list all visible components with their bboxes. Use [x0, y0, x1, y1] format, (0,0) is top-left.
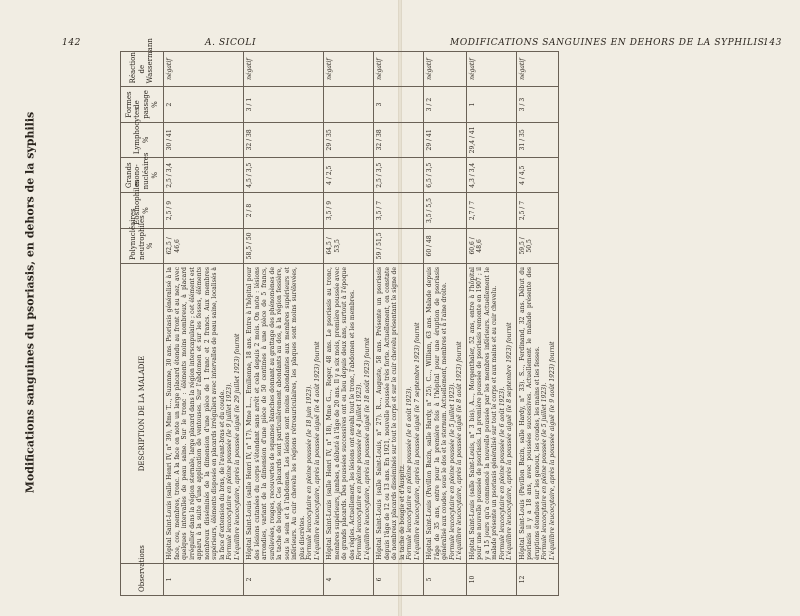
col-header-eosinophils: Eosinophiles %: [121, 193, 164, 228]
polynuclear-value: 58,5 / 50: [244, 228, 324, 263]
eosinophil-value: 3,5 / 7: [374, 193, 424, 228]
polynuclear-value: 59 / 51,5: [374, 228, 424, 263]
formula-during-outbreak: Formule leucocytaire en pleine poussée (le 18 juin 1923).: [306, 384, 313, 560]
disease-description: [466, 264, 516, 564]
col-header-transition-forms: Formes de passage %: [121, 87, 164, 122]
eosinophil-value: 2,7 / 7: [466, 193, 516, 228]
observation-number: 6: [374, 563, 424, 595]
table-header-row: [121, 52, 164, 596]
formula-after-outbreak: L'équilibre leucocytaire, après la poussée aiguë (le 7 septembre 1923) fournit: [413, 322, 421, 560]
formula-during-outbreak: Formule leucocytaire en pleine poussée (le 5 juillet 1923).: [448, 382, 456, 560]
disease-description: [516, 264, 559, 564]
wassermann-result: négatif: [324, 52, 374, 87]
transition-form-value: 2: [164, 87, 244, 122]
transition-form-value: 3 / 1: [244, 87, 324, 122]
eosinophil-value: 3,5 / 5,5: [424, 193, 467, 228]
formula-after-outbreak: L'équilibre leucocytaire, après la poussée aiguë (le 29 juillet 1923) fournit: [233, 333, 241, 560]
wassermann-result: négatif: [374, 52, 424, 87]
disease-description: [164, 264, 244, 564]
running-title-left: A. SICOLI: [205, 38, 257, 48]
disease-description: [244, 264, 324, 564]
transition-form-value: 1: [466, 87, 516, 122]
transition-form-value: 3 / 3: [516, 87, 559, 122]
mononuclear-value: 4 / 4,5: [516, 158, 559, 193]
table-row: [516, 52, 559, 596]
polynuclear-value: 62,5 / 46,6: [164, 228, 244, 263]
mononuclear-value: 4,5 / 3,5: [244, 158, 324, 193]
wassermann-result: négatif: [424, 52, 467, 87]
wassermann-result: négatif: [516, 52, 559, 87]
polynuclear-value: 60 / 48: [424, 228, 467, 263]
lymphocyte-value: 29,4 / 41: [466, 122, 516, 157]
formula-during-outbreak: Formule leucocytaire en pleine poussée (le 5 juillet 1923).: [541, 382, 548, 560]
wassermann-result: négatif: [466, 52, 516, 87]
observation-number: 4: [324, 563, 374, 595]
polynuclear-value: 60,6 / 48,6: [466, 228, 516, 263]
lymphocyte-value: 32 / 38: [244, 122, 324, 157]
mononuclear-value: 2,5 / 3,5: [374, 158, 424, 193]
running-title-right: MODIFICATIONS SANGUINES EN DEHORS DE LA SYPHILIS: [450, 38, 765, 48]
mononuclear-value: 4 / 2,5: [324, 158, 374, 193]
transition-form-value: 3: [374, 87, 424, 122]
observation-number: 1: [164, 563, 244, 595]
description-text: Hôpital Saint-Louis (Pavillon Bazin, salle Hardy, n° 25). C..., William, 63 ans. Malade depuis l'âge de 35 ans, entre pour la première fois à l'hôpital pour une éruption de psoriasis généralisé aux coudes, sous le dos et le sternum. Actuellement, membres et à l'aine droite.: [426, 267, 448, 560]
col-header-lymphocytes: Lymphocytes %: [121, 122, 164, 157]
description-text: Hôpital Saint-Louis (salle Henri IV, n° 39), Mme T..., Suzanne, 30 ans. Psoriasis généralisé à la face, cou, membres, tronc. A la face on note un large placard étendu au front et au nez, avec quelques intervalles de peau saine. Sur le tronc : éléments moins nombreux, à placard irrégulier dans la région sternale, large placard dans la région interscapulaire ; cet élément est apparu à la suite d'une application de ventouses. Sur l'abdomen et sur les fesses, éléments nombreux disséminés de la dimension d'une pièce de 1 franc et 2 francs. Aux membres supérieurs, éléments disposés en placards irréguliers avec intervalles de peau saine, localisés à la face d'extension du bras, de l'avant-bras et du coude.: [166, 267, 226, 560]
formula-during-outbreak: Formule leucocytaire en pleine poussée (le 6 août 1923).: [406, 386, 413, 560]
observation-number: 10: [466, 563, 516, 595]
description-text: Hôpital Saint-Louis (salle Saint-Louis, n° 3 bis). A..., Morgenthaler, 52 ans, entre à l'hôpital pour une nouvelle poussée de psoriasis. La première poussée de psoriasis remonte en 1907 ; il y a 15 jours qu'a commencé la nouvelle poussée par les membres inférieurs. Actuellement le malade présente un psoriasis généralisé sur tout le corps et aux mains et au cuir chevelu.: [468, 267, 498, 560]
table-row: [424, 52, 467, 596]
observation-number: 12: [516, 563, 559, 595]
lymphocyte-value: 30 / 41: [164, 122, 244, 157]
transition-form-value: 3 / 2: [424, 87, 467, 122]
mononuclear-value: 2,5 / 3,4: [164, 158, 244, 193]
formula-during-outbreak: Formule leucocytaire en pleine poussée (le 6 août 1923).: [498, 386, 506, 560]
description-text: Hôpital Saint-Louis (salle Saint-Louis, n° 27). R..., Auguste, 58 ans. Présente un psoriasis depuis l'âge de 12 ou 13 ans. En 1921, nouvelle poussée très forte. Actuellement, on constate de nombreux placards disséminés sur tout le corps et sur le cuir chevelu présentant le signe de la tache de bougie et d'Auspitz.: [376, 267, 406, 560]
polynuclear-value: 59,5 / 50,5: [516, 228, 559, 263]
description-text: Hôpital Saint-Louis (Pavillon Bazin, salle Hardy, n° 33). S..., Ferdinand, 32 ans. Début du psoriasis il y a 18 ans, avec poussées successives. Actuellement le malade présente des éruptions étendues sur les genoux, les coudes, les mains et les fesses.: [518, 267, 541, 560]
formula-after-outbreak: L'équilibre leucocytaire, après la poussée aiguë (le 8 septembre 1923) fournit: [506, 322, 513, 560]
disease-description: [374, 264, 424, 564]
formula-after-outbreak: L'équilibre leucocytaire, après la poussée aiguë (le 18 août 1923) fournit: [363, 337, 371, 560]
polynuclear-value: 64,5 / 53,5: [324, 228, 374, 263]
description-text: Hôpital Saint-Louis (salle Henri IV, n° 18), Mme G..., Roger, 48 ans. Le psoriasis au tronc, membres supérieurs, jambes, a débuté à l'âge de 20 ans. Il y a six mois, première poussée avec de grands placards. Des poussées successives ont eu lieu depuis deux ans, surtout à l'époque des règles. Actuellement, les lésions ont envahi tout le tronc, l'abdomen et les membres.: [326, 267, 356, 560]
formula-during-outbreak: Formule leucocytaire en pleine poussée (le 9 juillet 1923).: [226, 382, 233, 560]
table-row: [164, 52, 244, 596]
eosinophil-value: 2 / 8: [244, 193, 324, 228]
mononuclear-value: 4,3 / 3,4: [466, 158, 516, 193]
transition-form-value: [324, 87, 374, 122]
col-header-mononuclear: Grands mono-nucléaires %: [121, 158, 164, 193]
mononuclear-value: 6,5 / 3,5: [424, 158, 467, 193]
observation-number: 2: [244, 563, 324, 595]
table-title: Modifications sanguines du psoriasis, en dehors de la syphilis: [23, 111, 37, 494]
col-header-observations: Observations: [121, 563, 164, 595]
table-body: [164, 52, 559, 596]
lymphocyte-value: 29 / 35: [324, 122, 374, 157]
table-row: [244, 52, 324, 596]
formula-after-outbreak: L'équilibre leucocytaire, après la poussée aiguë (le 9 août 1923) fournit: [548, 341, 556, 560]
col-header-polynuclear: Polynucléaires neutrophiles %: [121, 228, 164, 263]
formula-during-outbreak: Formule leucocytaire en pleine poussée (le 4 juillet 1923).: [356, 382, 363, 560]
table-row: [324, 52, 374, 596]
eosinophil-value: 2,5 / 7: [516, 193, 559, 228]
description-text: Hôpital Saint-Louis (salle Henri IV, n° 17). Mme L..., Emilienne, 18 ans. Entre à l'hôpital pour des lésions cutanées du corps s'étendant sans arrêt et cela depuis 2 mois. On note : lésions arrondies, variant de la dimension d'une pièce de 50 centimes à une pièce de 5 francs, surélevées, rouges, recouvertes de squames blanches donnant au grattage des phénomènes de la tache de bougie. Ces placards sont particulièrement abondants au dos, à la région fessière, sous le sein et à l'abdomen. Les lésions sont moins abondantes aux membres supérieurs et inférieurs. Au cuir chevelu les régions rétroauriculaires, les plaques sont moins surélevées, plus discrètes.: [246, 267, 306, 560]
page-number-left: 142: [62, 38, 81, 48]
col-header-description: DESCRIPTION DE LA MALADIE: [121, 264, 164, 564]
formula-after-outbreak: L'équilibre leucocytaire, après la poussée aiguë (le 8 août 1923) fournit: [456, 341, 463, 560]
col-header-wassermann: Réaction de Wassermann: [121, 52, 164, 87]
lymphocyte-value: 32 / 38: [374, 122, 424, 157]
wassermann-result: négatif: [164, 52, 244, 87]
observation-number: 5: [424, 563, 467, 595]
lymphocyte-value: 29 / 41: [424, 122, 467, 157]
eosinophil-value: 3,5 / 9: [324, 193, 374, 228]
table-row: [374, 52, 424, 596]
table-row: [466, 52, 516, 596]
page-number-right: 143: [763, 38, 782, 48]
disease-description: [424, 264, 467, 564]
formula-after-outbreak: L'équilibre leucocytaire, après la poussée aiguë (le 4 août 1923) fournit: [313, 341, 321, 560]
disease-description: [324, 264, 374, 564]
lymphocyte-value: 31 / 35: [516, 122, 559, 157]
wassermann-result: négatif: [244, 52, 324, 87]
eosinophil-value: 2,5 / 9: [164, 193, 244, 228]
